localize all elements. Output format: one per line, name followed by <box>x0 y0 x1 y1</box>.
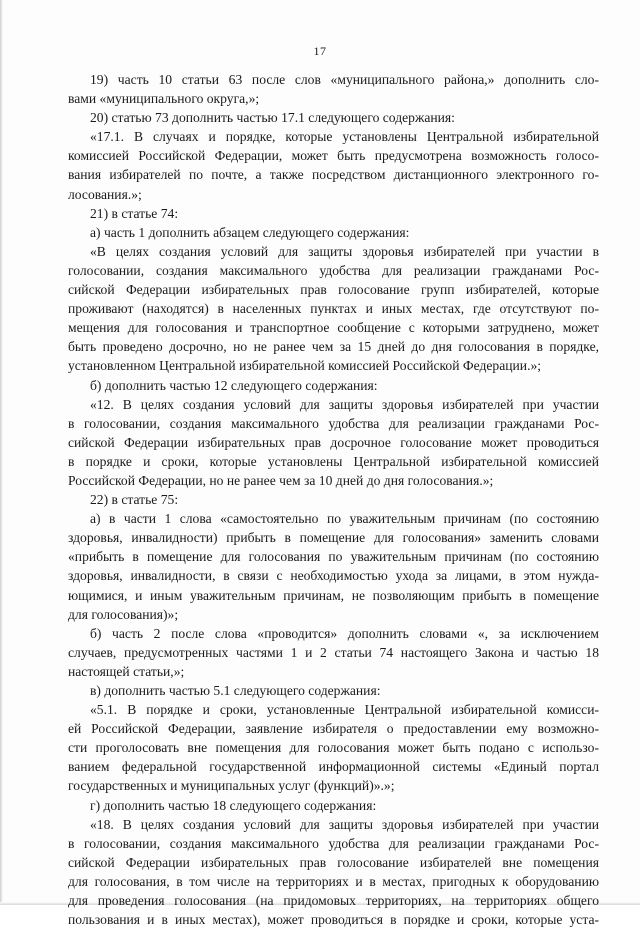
text-line: лосования.»; <box>68 186 142 202</box>
text-line: ей Российской Федерации, заявление избирателя о предоставлении ему возможно- <box>68 721 599 737</box>
text-line: быть проведено досрочно, но не ранее чем за 15 дней до дня голосования в порядке, <box>68 339 599 355</box>
page-number: 17 <box>313 44 327 58</box>
text-line: для голосования)»; <box>68 606 179 622</box>
text-line: г) дополнить частью 18 следующего содержания: <box>90 797 377 813</box>
text-line: установленном Центральной избирательной комиссией Российской Федерации.»; <box>68 358 542 374</box>
text-line: в порядке и сроки, которые установлены Центральной избирательной комиссией <box>68 453 599 469</box>
text-line: мещения для голосования и транспортное сообщение с которыми затруднено, может <box>68 320 599 336</box>
text-line: случаев, предусмотренных частями 1 и 2 статьи 74 настоящего Закона и частью 18 <box>68 644 599 660</box>
text-line: сти проголосовать вне помещения для голосования может быть подано с использо- <box>68 740 599 756</box>
text-line: комиссией Российской Федерации, может быть предусмотрена возможность голосо- <box>68 148 599 164</box>
text-line: ванием федеральной государственной информационной системы «Единый портал <box>68 759 599 775</box>
text-line: 22) в статье 75: <box>90 492 179 508</box>
text-line: в голосовании, создания максимального удобства для реализации гражданами Рос- <box>68 835 599 851</box>
text-line: а) в части 1 слова «самостоятельно по уважительным причинам (по состоянию <box>90 511 599 527</box>
text-line: настоящей статьи,»; <box>68 663 185 679</box>
text-line: Российской Федерации, но не ранее чем за 10 дней до дня голосования.»; <box>68 472 494 488</box>
text-line: сийской Федерации избирательных прав голосование избирателей вне помещения <box>68 854 599 870</box>
text-line: б) часть 2 после слова «проводится» дополнить словами «, за исключением <box>90 625 599 641</box>
text-line: вания избирателей по почте, а также посредством дистанционного электронного го- <box>68 167 599 183</box>
text-line: здоровья, инвалидности) прибыть в помещение для голосования» заменить словами <box>68 530 599 546</box>
text-line: в) дополнить частью 5.1 следующего содержания: <box>90 683 381 698</box>
text-line: для голосования, в том числе на территориях и в местах, пригодных к оборудованию <box>68 873 599 889</box>
text-line: б) дополнить частью 12 следующего содержания: <box>90 377 378 393</box>
text-line: государственных и муниципальных услуг (функций)».»; <box>68 778 395 794</box>
text-line: «18. В целях создания условий для защиты здоровья избирателей при участии <box>90 816 599 832</box>
text-line: сийской Федерации избирательных прав досрочное голосование может проводиться <box>68 434 599 450</box>
document-body <box>68 70 599 929</box>
text-line: в голосовании, создания максимального удобства для реализации гражданами Рос- <box>68 415 599 431</box>
text-line: сийской Федерации избирательных прав голосование групп избирателей, которые <box>68 282 599 298</box>
text-line: здоровья, инвалидности, в связи с необходимостью ухода за лицами, в этом нужда- <box>68 568 599 584</box>
text-line: «5.1. В порядке и сроки, установленные Центральной избирательной комисси- <box>90 702 599 718</box>
text-line: пользования и в иных местах), может проводиться в порядке и сроки, которые уста- <box>68 912 599 928</box>
text-line: 20) статью 73 дополнить частью 17.1 следующего содержания: <box>90 110 455 126</box>
text-line: а) часть 1 дополнить абзацем следующего содержания: <box>90 224 410 240</box>
text-line: «прибыть в помещение для голосования по уважительным причинам (по состоянию <box>68 549 599 565</box>
text-line: «В целях создания условий для защиты здоровья избирателей при участии в <box>90 243 599 259</box>
text-line: для проведения голосования (на придомовых территориях, на территориях общего <box>68 893 599 909</box>
text-line: 21) в статье 74: <box>90 205 179 221</box>
text-line: ющимися, и иным уважительным причинам, не позволяющим прибыть в помещение <box>68 587 599 603</box>
text-line: голосовании, создания максимального удобства для реализации гражданами Рос- <box>68 262 599 278</box>
text-line: 19) часть 10 статьи 63 после слов «муниципального района,» дополнить сло- <box>90 72 599 87</box>
text-line: проживают (находятся) в населенных пунктах и иных местах, где отсутствуют по- <box>68 301 599 317</box>
scan-edge-left <box>0 0 3 905</box>
text-line: «12. В целях создания условий для защиты здоровья избирателей при участии <box>90 396 599 412</box>
text-line: вами «муниципального округа,»; <box>68 91 260 107</box>
text-line: «17.1. В случаях и порядке, которые установлены Центральной избирательной <box>90 129 599 145</box>
